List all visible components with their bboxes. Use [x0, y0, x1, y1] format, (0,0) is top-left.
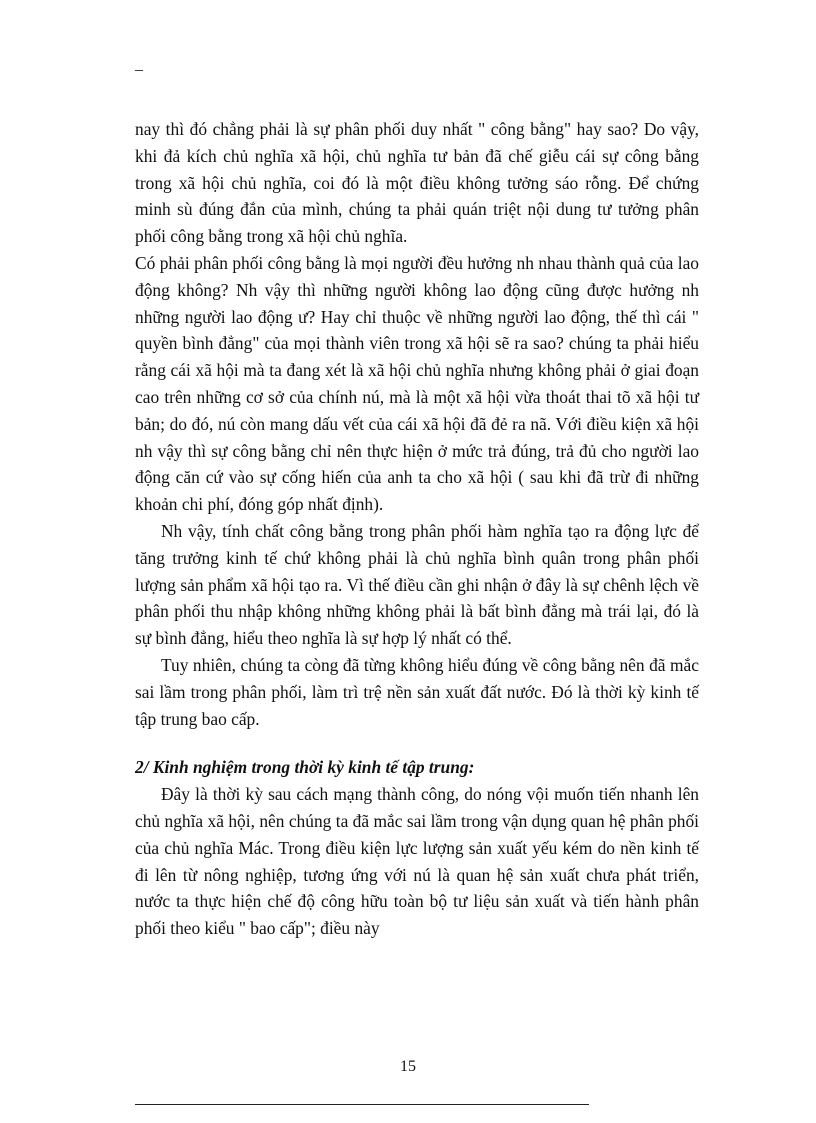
paragraph-fair-distribution-question: Có phải phân phối công bằng là mọi người đều hưởng nh nhau thành quả của lao động không? Nh vậy thì những người không lao động cũng được hưởng nh những người lao động ư? Hay chỉ thuộc về những người lao động, thế thì cái " quyền bình đẳng" của mọi thành viên trong xã hội sẽ ra sao? chúng ta phải hiểu rằng cái xã hội mà ta đang xét là xã hội chủ nghĩa nhưng không phải ở giai đoạn cao trên những cơ sở của chính nú, mà là một xã hội vừa thoát thai tõ xã hội tư bản; do đó, nú còn mang dấu vết của cái xã hội đã đẻ ra nã. Với điều kiện xã hội nh vậy thì sự công bằng chỉ nên thực hiện ở mức trả đúng, trả đủ cho người lao động căn cứ vào sự cống hiến của anh ta cho xã hội ( sau khi đã trừ đi những khoản chi phí, đóng góp nhất định).	[135, 252, 699, 515]
section-heading: 2/ Kinh nghiệm trong thời kỳ kinh tế tập trung:	[135, 757, 475, 778]
footer-divider	[135, 1104, 589, 1105]
paragraph-continuation: nay thì đó chẳng phải là sự phân phối duy nhất " công bằng" hay sao? Do vậy, khi đả kích chủ nghĩa xã hội, chủ nghĩa tư bản đã chế giễu cái sự công bằng trong xã hội chủ nghĩa, coi đó là một điều không tưởng sáo rỗng. Để chứng minh sù đúng đắn của mình, chúng ta phải quán triệt nội dung tư tưởng phân phối công bằng trong xã hội chủ nghĩa.	[135, 119, 699, 247]
paragraph-mistakes: Tuy nhiên, chúng ta còng đã từng không hiểu đúng về công bằng nên đã mắc sai lầm trong phân phối, làm trì trệ nền sản xuất đất nước. Đó là thời kỳ kinh tế tập trung bao cấp.	[135, 654, 699, 729]
paragraph-fairness-motivation: Nh vậy, tính chất công bằng trong phân phối hàm nghĩa tạo ra động lực để tăng trưởng kinh tế chứ không phải là chủ nghĩa bình quân trong phân phối lượng sản phẩm xã hội tạo ra. Vì thế điều cần ghi nhận ở đây là sự chênh lệch về phân phối thu nhập không những không phải là bất bình đẳng mà trái lại, đó là sự bình đẳng, hiểu theo nghĩa là sự hợp lý nhất có thể.	[135, 520, 699, 649]
body-text	[135, 116, 699, 942]
paragraph-centralized-economy: Đây là thời kỳ sau cách mạng thành công, do nóng vội muốn tiến nhanh lên chủ nghĩa xã hội, nên chúng ta đã mắc sai lầm trong vận dụng quan hệ phân phối của chủ nghĩa Mác. Trong điều kiện lực lượng sản xuất yếu kém do nền kinh tế đi lên từ nông nghiệp, tương ứng với nú là quan hệ sản xuất chưa phát triển, nước ta thực hiện chế độ công hữu toàn bộ tư liệu sản xuất và tiến hành phân phối theo kiểu " bao cấp"; điều này	[135, 784, 699, 939]
header-mark: _	[135, 56, 143, 73]
page-number: 15	[400, 1058, 416, 1075]
